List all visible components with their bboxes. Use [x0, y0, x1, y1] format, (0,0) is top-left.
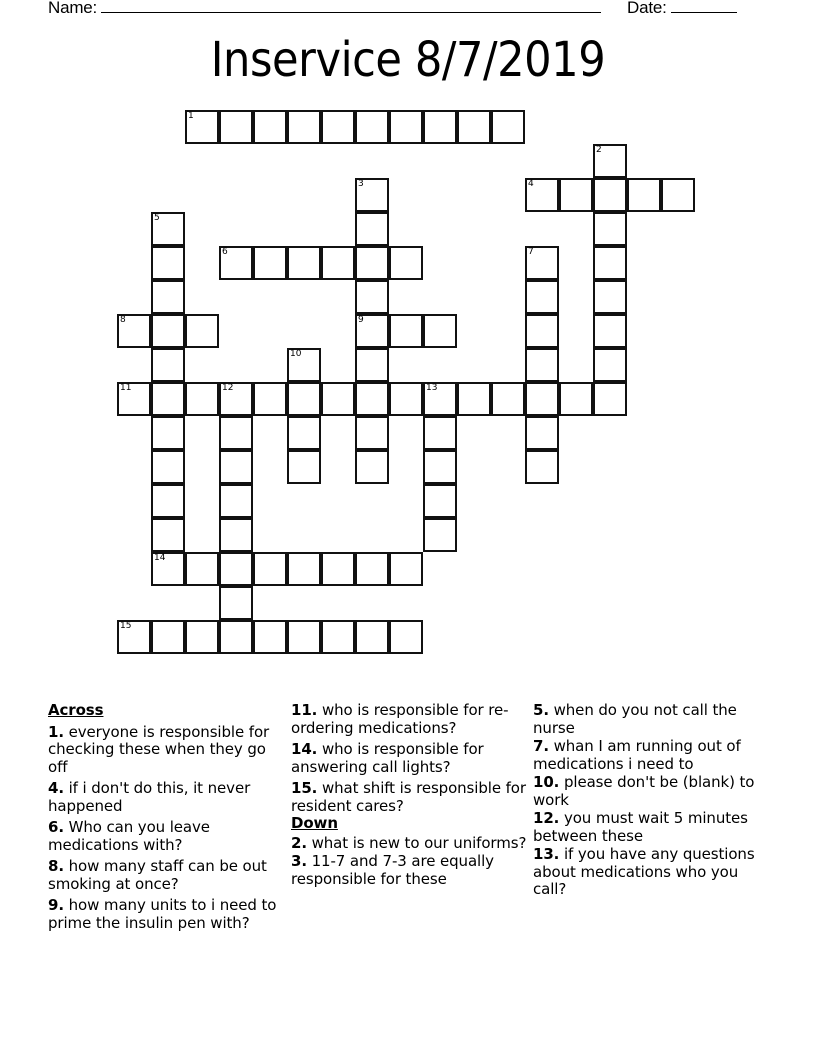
clue-across-8: 8. how many staff can be out smoking at once? [48, 857, 267, 893]
clue-down-13: 13. if you have any questions about medications who you call? [533, 845, 755, 898]
grid-cell[interactable] [253, 110, 287, 144]
grid-cell[interactable] [287, 348, 321, 382]
grid-cell[interactable] [151, 450, 185, 484]
grid-cell[interactable] [287, 450, 321, 484]
grid-cell[interactable] [389, 246, 423, 280]
across-heading: Across [48, 701, 104, 719]
clue-across-1: 1. everyone is responsible for checking these when they go off [48, 722, 270, 776]
grid-cell[interactable] [559, 178, 593, 212]
clue-down-12: 12. you must wait 5 minutes between these [533, 809, 748, 845]
grid-cell[interactable] [321, 246, 355, 280]
cell-number: 10 [290, 349, 302, 359]
clue-across-14: 14. who is responsible for answering call lights? [291, 740, 484, 776]
date-field[interactable] [627, 0, 737, 18]
grid-cell[interactable] [355, 382, 389, 416]
grid-cell[interactable] [525, 178, 559, 212]
grid-cell[interactable] [151, 280, 185, 314]
grid-cell[interactable] [219, 246, 253, 280]
clue-down-3: 3. 11-7 and 7-3 are equally responsible for these [291, 852, 494, 888]
grid-cell[interactable] [389, 382, 423, 416]
grid-cell[interactable] [151, 484, 185, 518]
grid-cell[interactable] [219, 484, 253, 518]
grid-cell[interactable] [117, 382, 151, 416]
grid-cell[interactable] [355, 246, 389, 280]
cell-number: 13 [426, 383, 438, 393]
grid-cell[interactable] [287, 246, 321, 280]
cell-number: 1 [188, 111, 194, 121]
clue-across-6: 6. Who can you leave medications with? [48, 818, 210, 854]
grid-cell[interactable] [355, 314, 389, 348]
grid-cell[interactable] [423, 484, 457, 518]
cell-number: 2 [596, 145, 602, 155]
grid-cell[interactable] [593, 178, 627, 212]
grid-cell[interactable] [389, 552, 423, 586]
clues-column-1 [48, 702, 278, 936]
grid-cell[interactable] [593, 144, 627, 178]
grid-cell[interactable] [117, 314, 151, 348]
grid-cell[interactable] [423, 314, 457, 348]
grid-cell[interactable] [525, 416, 559, 450]
grid-cell[interactable] [355, 178, 389, 212]
grid-cell[interactable] [151, 416, 185, 450]
name-label: Name: [48, 0, 98, 17]
grid-cell[interactable] [423, 416, 457, 450]
grid-cell[interactable] [593, 246, 627, 280]
grid-cell[interactable] [355, 416, 389, 450]
grid-cell[interactable] [321, 552, 355, 586]
grid-cell[interactable] [593, 280, 627, 314]
grid-cell[interactable] [287, 110, 321, 144]
grid-cell[interactable] [287, 416, 321, 450]
grid-cell[interactable] [355, 620, 389, 654]
grid-cell[interactable] [525, 314, 559, 348]
grid-cell[interactable] [355, 552, 389, 586]
grid-cell[interactable] [423, 382, 457, 416]
grid-cell[interactable] [593, 382, 627, 416]
grid-cell[interactable] [151, 212, 185, 246]
grid-cell[interactable] [355, 110, 389, 144]
cell-number: 3 [358, 179, 364, 189]
grid-cell[interactable] [287, 552, 321, 586]
grid-cell[interactable] [525, 280, 559, 314]
grid-cell[interactable] [253, 382, 287, 416]
grid-cell[interactable] [321, 620, 355, 654]
grid-cell[interactable] [661, 178, 695, 212]
grid-cell[interactable] [593, 212, 627, 246]
clue-across-9: 9. how many units to i need to prime the insulin pen with? [48, 896, 277, 932]
grid-cell[interactable] [389, 620, 423, 654]
clue-down-10: 10. please don't be (blank) to work [533, 773, 755, 809]
grid-cell[interactable] [287, 382, 321, 416]
grid-cell[interactable] [185, 620, 219, 654]
grid-cell[interactable] [627, 178, 661, 212]
grid-cell[interactable] [559, 382, 593, 416]
date-blank-line[interactable] [671, 0, 737, 13]
grid-cell[interactable] [355, 348, 389, 382]
grid-cell[interactable] [525, 348, 559, 382]
cell-number: 11 [120, 383, 132, 393]
grid-cell[interactable] [525, 382, 559, 416]
grid-cell[interactable] [321, 110, 355, 144]
grid-cell[interactable] [219, 450, 253, 484]
grid-cell[interactable] [151, 620, 185, 654]
grid-cell[interactable] [185, 110, 219, 144]
grid-cell[interactable] [593, 314, 627, 348]
grid-cell[interactable] [355, 280, 389, 314]
grid-cell[interactable] [457, 110, 491, 144]
grid-cell[interactable] [525, 450, 559, 484]
down-heading: Down [291, 814, 338, 832]
date-label: Date: [627, 0, 667, 17]
cell-number: 12 [222, 383, 234, 393]
clues-column-2 [291, 702, 527, 892]
grid-cell[interactable] [151, 348, 185, 382]
grid-cell[interactable] [253, 620, 287, 654]
grid-cell[interactable] [117, 620, 151, 654]
cell-number: 6 [222, 247, 228, 257]
grid-cell[interactable] [151, 246, 185, 280]
grid-cell[interactable] [219, 586, 253, 620]
grid-cell[interactable] [219, 518, 253, 552]
grid-cell[interactable] [355, 450, 389, 484]
grid-cell[interactable] [389, 314, 423, 348]
cell-number: 14 [154, 553, 166, 563]
grid-cell[interactable] [525, 246, 559, 280]
grid-cell[interactable] [491, 382, 525, 416]
grid-cell[interactable] [219, 620, 253, 654]
clues-column-3 [533, 702, 773, 903]
cell-number: 4 [528, 179, 534, 189]
grid-cell[interactable] [219, 552, 253, 586]
clue-down-2: 2. what is new to our uniforms? [291, 833, 527, 852]
grid-cell[interactable] [423, 110, 457, 144]
cell-number: 15 [120, 621, 132, 631]
grid-cell[interactable] [253, 246, 287, 280]
grid-cell[interactable] [219, 382, 253, 416]
grid-cell[interactable] [151, 382, 185, 416]
grid-cell[interactable] [185, 382, 219, 416]
grid-cell[interactable] [287, 620, 321, 654]
grid-cell[interactable] [185, 314, 219, 348]
grid-cell[interactable] [219, 416, 253, 450]
grid-cell[interactable] [423, 518, 457, 552]
cell-number: 5 [154, 213, 160, 223]
grid-cell[interactable] [151, 314, 185, 348]
clue-across-15: 15. what shift is responsible for resident cares? [291, 779, 526, 815]
cell-number: 9 [358, 315, 364, 325]
name-blank-line[interactable] [101, 0, 601, 13]
page-title: Inservice 8/7/2019 [210, 32, 606, 88]
grid-cell[interactable] [355, 212, 389, 246]
clue-across-11: 11. who is responsible for re-ordering medications? [291, 701, 509, 737]
clue-down-5: 5. when do you not call the nurse [533, 701, 737, 737]
cell-number: 8 [120, 315, 126, 325]
grid-cell[interactable] [491, 110, 525, 144]
grid-cell[interactable] [457, 382, 491, 416]
grid-cell[interactable] [321, 382, 355, 416]
grid-cell[interactable] [151, 518, 185, 552]
crossword-grid [117, 110, 695, 656]
grid-cell[interactable] [253, 552, 287, 586]
grid-cell[interactable] [151, 552, 185, 586]
grid-cell[interactable] [389, 110, 423, 144]
clue-down-7: 7. whan I am running out of medications i need to [533, 737, 741, 773]
name-field[interactable] [48, 0, 601, 18]
clue-across-4: 4. if i don't do this, it never happened [48, 779, 251, 815]
cell-number: 7 [528, 247, 534, 257]
grid-cell[interactable] [593, 348, 627, 382]
grid-cell[interactable] [423, 450, 457, 484]
grid-cell[interactable] [219, 110, 253, 144]
grid-cell[interactable] [185, 552, 219, 586]
